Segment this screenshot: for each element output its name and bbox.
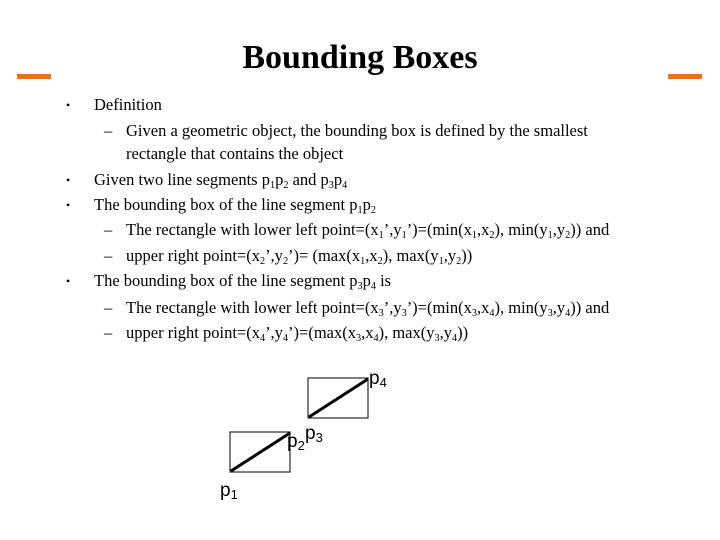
label-p2: p2 — [287, 431, 305, 453]
definition-text: Definition — [94, 95, 162, 114]
label-p1: p1 — [220, 480, 238, 502]
bullet-4: • — [66, 274, 71, 288]
dash-4: – — [104, 298, 113, 317]
given-segments-text: Given two line segments $p_1p_2$ and $p_3p_4$ — [94, 170, 348, 192]
segment-p1p2 — [231, 433, 290, 471]
bbox-p3p4-upper-right: upper right $point=(x_4’,y_4’)=(\max(x_3,x_4)$, $\max(y_3,y_4)$) — [126, 323, 469, 345]
bbox-p3p4-lower-left: The rectangle with lower left $point=(x_3’,y_3’)=(\min(x_3,x_4)$, $\min(y_3,y_4)$) and — [126, 298, 610, 320]
dash-5: – — [104, 323, 113, 342]
label-p4: p4 — [369, 368, 387, 390]
slide-title: Bounding Boxes — [242, 39, 478, 76]
label-p3: p3 — [305, 423, 323, 445]
definition-detail-line-2: rectangle that contains the object — [126, 144, 344, 163]
bbox-p1p2-heading: The bounding box of the line segment $p_1p_2$ — [94, 195, 376, 217]
bullet-1: • — [66, 98, 71, 112]
bbox-p1p2-lower-left: The rectangle with lower left $point=(x_1’,y_1’)=(\min(x_1,x_2)$, $\min(y_1,y_2)$) and — [126, 220, 610, 242]
segment-p3p4 — [309, 379, 368, 417]
bullet-3: • — [66, 198, 71, 212]
bbox-p1p2-upper-right: upper right $point=(x_2’,y_2’)= (\max(x_1,x_2)$, $\max(y_1,y_2)$) — [126, 246, 473, 268]
dash-2: – — [104, 220, 113, 239]
bbox-p3p4-heading: The bounding box of the line segment $p_3p_4$ is — [94, 271, 392, 293]
dash-3: – — [104, 246, 113, 265]
dash-1: – — [104, 121, 113, 140]
bullet-2: • — [66, 173, 71, 187]
definition-detail-line-1: Given a geometric object, the bounding box is defined by the smallest — [126, 121, 588, 140]
